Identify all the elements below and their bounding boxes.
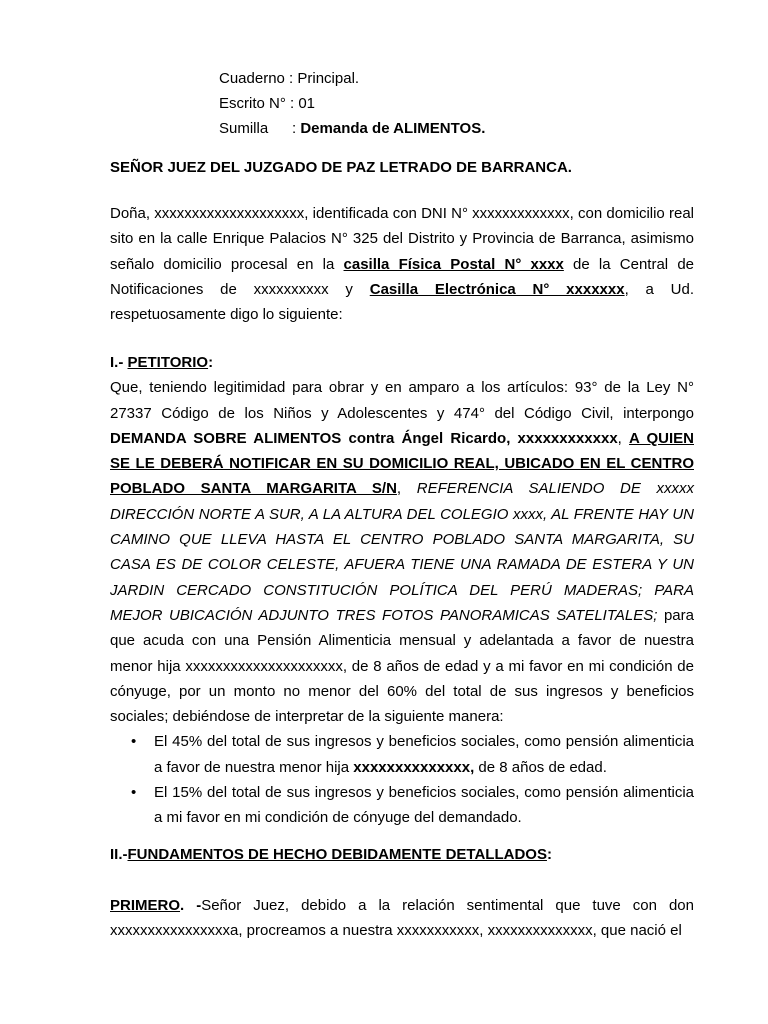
list-item	[110, 780, 694, 831]
petitorio-comma-2: ,	[396, 480, 417, 498]
pension-breakdown-list	[110, 729, 694, 830]
primero-label: PRIMERO	[110, 897, 181, 914]
demanda-bold: DEMANDA SOBRE ALIMENTOS contra Ángel Ricardo, xxxxxxxxxxxx	[110, 429, 618, 447]
fundamentos-prefix: II.-	[110, 846, 128, 863]
bullet-icon: •	[131, 784, 137, 802]
petitorio-section	[110, 350, 694, 831]
primero-paragraph	[110, 893, 694, 944]
sumilla-colon: :	[292, 120, 301, 137]
casilla-fisica: casilla Física Postal N° xxxx	[343, 255, 564, 273]
petitorio-colon: :	[208, 354, 214, 371]
intro-text-2: de la Central de Notificaciones de xxxxxxxxxx y	[110, 255, 695, 298]
petitorio-comma: ,	[617, 429, 630, 447]
casilla-electronica: Casilla Electrónica N° xxxxxxx	[369, 280, 625, 298]
primero-dot: .	[180, 897, 197, 914]
fundamentos-heading	[110, 842, 694, 867]
fundamentos-colon: :	[546, 846, 552, 863]
fundamentos-title: FUNDAMENTOS DE HECHO DEBIDAMENTE DETALLADOS	[127, 846, 547, 863]
cuaderno-line: Cuaderno : Principal.	[219, 70, 360, 87]
list-item	[110, 729, 694, 780]
intro-paragraph	[110, 201, 694, 327]
sumilla-value: Demanda de ALIMENTOS.	[300, 120, 486, 137]
bullet-icon: •	[131, 733, 137, 751]
intro-text-1: Doña, xxxxxxxxxxxxxxxxxxxx, identificada con DNI N° xxxxxxxxxxxxx, con domicilio real sito en la calle Enrique Palacios N° 325 del Distrito y Provincia de Barranca, asimismo señalo domicilio procesal en la	[110, 205, 694, 273]
notify-address: A QUIEN SE LE DEBERÁ NOTIFICAR EN SU DOMICILIO REAL, UBICADO EN EL CENTRO POBLADO SANTA MARGARITA S/N	[110, 429, 694, 498]
bullet-text-end: de 8 años de edad.	[474, 758, 607, 776]
petitorio-title: PETITORIO	[127, 354, 209, 371]
petitorio-prefix: I.-	[110, 354, 128, 371]
sumilla-label: Sumilla	[219, 120, 269, 137]
sumilla-line	[219, 116, 485, 141]
primero-text: Señor Juez, debido a la relación sentimental que tuve con don xxxxxxxxxxxxxxxxa, procreamos a nuestra xxxxxxxxxxx, xxxxxxxxxxxxxx, que nació el	[110, 897, 694, 940]
bullet-text: El 15% del total de sus ingresos y beneficios sociales, como pensión alimenticia a mi favor en mi condición de cónyuge del demandado.	[154, 784, 694, 827]
petitorio-text-2: para que acuda con una Pensión Alimenticia mensual y adelantada a favor de nuestra menor hija xxxxxxxxxxxxxxxxxxxxx, de 8 años de edad y a mi favor en mi condición de cónyuge, por un monto no menor del 60% del total de sus ingresos y beneficios sociales; debiéndose de interpretar de la siguiente manera:	[110, 606, 694, 726]
primero-dash: -	[196, 897, 202, 914]
intro-text-3: , a Ud. respetuosamente digo lo siguiente:	[110, 280, 694, 324]
case-header	[219, 66, 485, 141]
fundamentos-section	[110, 842, 694, 867]
address-reference: REFERENCIA SALIENDO DE xxxxx DIRECCIÓN NORTE A SUR, A LA ALTURA DEL COLEGIO xxxx, AL FRENTE HAY UN CAMINO QUE LLEVA HASTA EL CENTRO POBLADO SANTA MARGARITA, SU CASA ES DE COLOR CELESTE, AFUERA TIENE UNA RAMADA DE ESTERA Y UN JARDIN CERCADO CONSTITUCIÓN POLÍTICA DEL PERÚ MADERAS; PARA MEJOR UBICACIÓN ADJUNTO TRES FOTOS PANORAMICAS SATELITALES;	[110, 480, 694, 624]
bullet-bold: xxxxxxxxxxxxxx,	[353, 758, 475, 776]
escrito-line: Escrito N° : 01	[219, 95, 316, 112]
petitorio-heading	[110, 350, 694, 375]
bullet-text: El 45% del total de sus ingresos y beneficios sociales, como pensión alimenticia a favor de nuestra menor hija	[154, 733, 694, 776]
petitorio-text-1: Que, teniendo legitimidad para obrar y en amparo a los artículos: 93° de la Ley N° 27337 Código de los Niños y Adolescentes y 474° del Código Civil, interpongo	[110, 379, 694, 422]
petitorio-paragraph	[110, 375, 694, 729]
addressee-heading: SEÑOR JUEZ DEL JUZGADO DE PAZ LETRADO DE BARRANCA.	[110, 159, 572, 176]
